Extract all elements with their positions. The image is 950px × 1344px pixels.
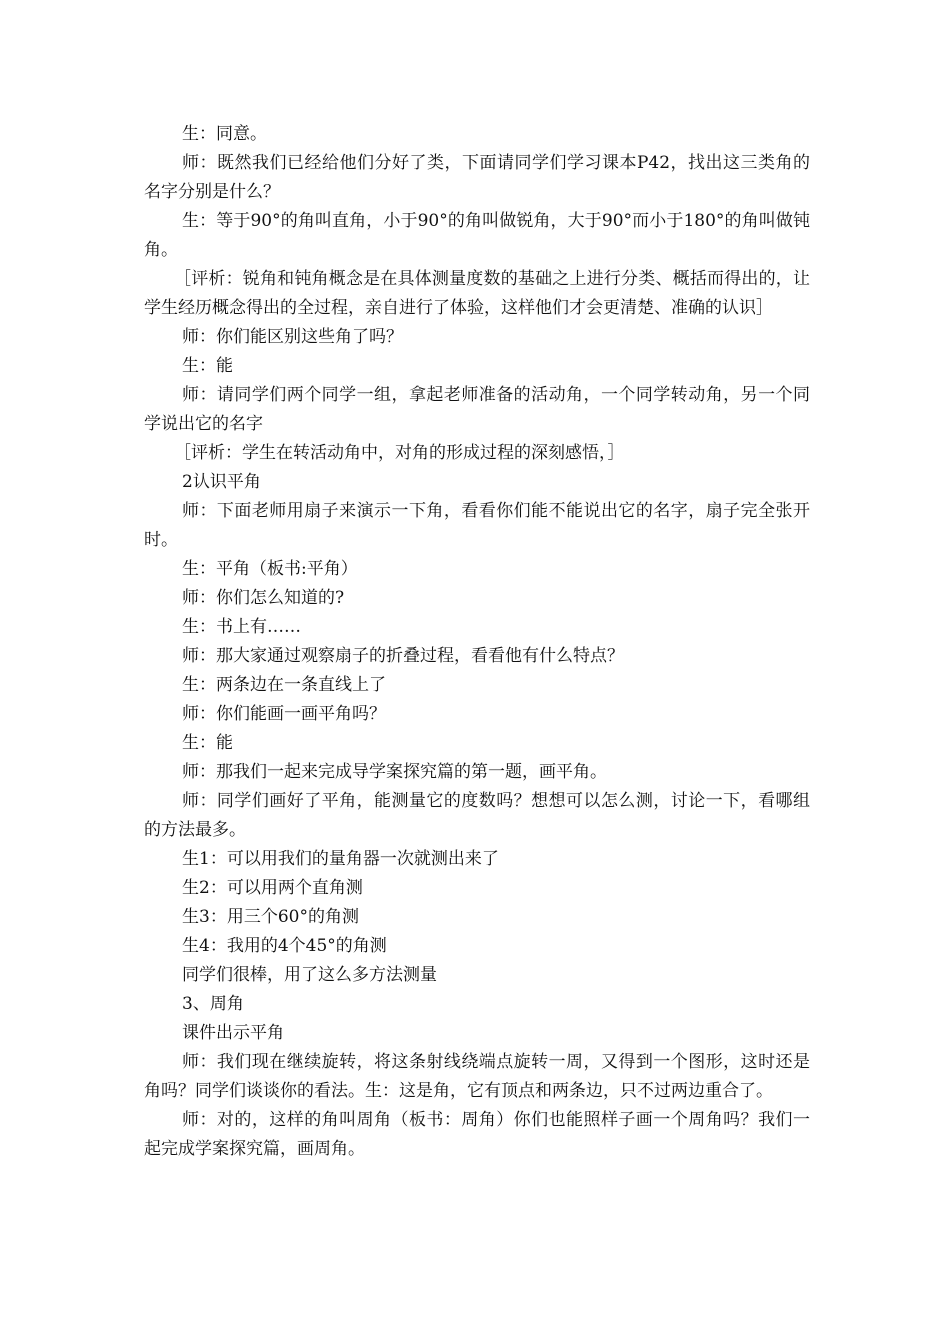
paragraph: 课件出示平角 (182, 1023, 284, 1043)
paragraph: 生：能 (182, 733, 233, 753)
paragraph: 师：对的，这样的角叫周角（板书：周角）你们也能照样子画一个周角吗？我们一起完成学案探究篇，画周角。 (144, 1110, 810, 1159)
paragraph: 生2：可以用两个直角测 (182, 878, 363, 898)
section-heading: 2认识平角 (182, 472, 261, 492)
paragraph: 生：能 (182, 356, 233, 376)
paragraph: 生3：用三个60°的角测 (182, 907, 359, 927)
paragraph: 师：那大家通过观察扇子的折叠过程，看看他有什么特点？ (182, 646, 624, 666)
paragraph: 生4：我用的4个45°的角测 (182, 936, 387, 956)
paragraph: 师：请同学们两个同学一组，拿起老师准备的活动角，一个同学转动角，另一个同学说出它的名字 (144, 385, 810, 434)
paragraph: 师：你们能画一画平角吗？ (182, 704, 386, 724)
document-body (144, 120, 810, 1164)
paragraph: 生：两条边在一条直线上了 (182, 675, 386, 695)
paragraph: 师：你们怎么知道的? (182, 588, 345, 608)
commentary-paragraph: ［评析：学生在转活动角中，对角的形成过程的深刻感悟，］ (174, 443, 625, 463)
paragraph: 生：平角（板书:平角） (182, 559, 358, 579)
paragraph: 生1：可以用我们的量角器一次就测出来了 (182, 849, 499, 869)
section-heading: 3、周角 (182, 994, 244, 1014)
commentary-paragraph: ［评析：锐角和钝角概念是在具体测量度数的基础之上进行分类、概括而得出的，让学生经历概念得出的全过程，亲自进行了体验，这样他们才会更清楚、准确的认识］ (144, 269, 810, 318)
paragraph: 师：既然我们已经给他们分好了类，下面请同学们学习课本P42，找出这三类角的名字分别是什么？ (144, 153, 810, 202)
paragraph: 生：等于90°的角叫直角，小于90°的角叫做锐角，大于90°而小于180°的角叫做钝角。 (144, 211, 810, 260)
paragraph: 生：书上有…… (182, 617, 301, 637)
paragraph: 师：同学们画好了平角，能测量它的度数吗？想想可以怎么测，讨论一下，看哪组的方法最多。 (144, 791, 810, 840)
paragraph: 师：下面老师用扇子来演示一下角，看看你们能不能说出它的名字，扇子完全张开时。 (144, 501, 810, 550)
paragraph: 师：那我们一起来完成导学案探究篇的第一题，画平角。 (182, 762, 607, 782)
paragraph: 生：同意。 (182, 124, 267, 144)
paragraph: 同学们很棒，用了这么多方法测量 (182, 965, 437, 985)
paragraph: 师：你们能区别这些角了吗？ (182, 327, 403, 347)
paragraph: 师：我们现在继续旋转，将这条射线绕端点旋转一周，又得到一个图形，这时还是角吗？同学们谈谈你的看法。生：这是角，它有顶点和两条边，只不过两边重合了。 (144, 1052, 810, 1101)
